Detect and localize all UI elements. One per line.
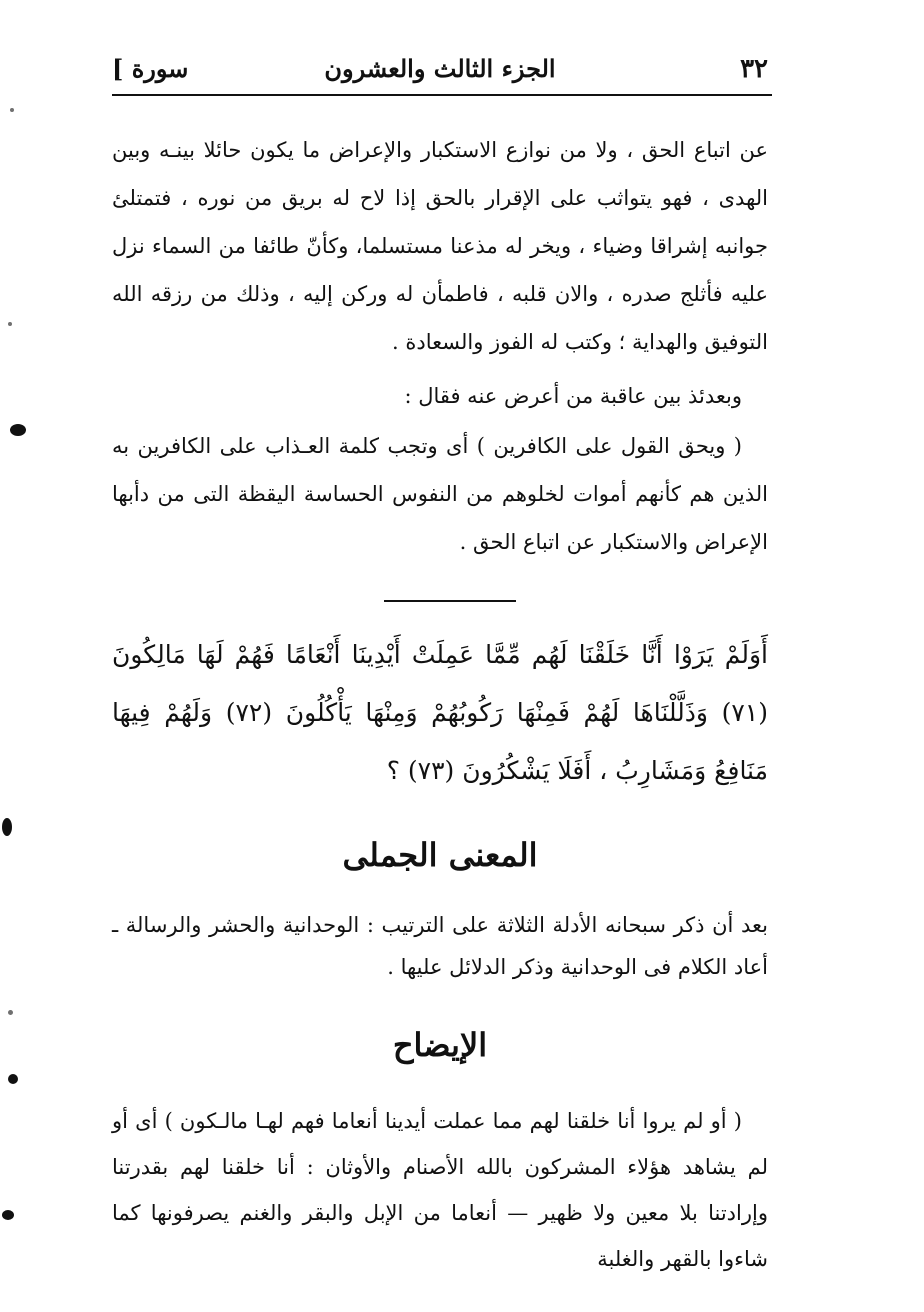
scan-speck: [8, 1074, 18, 1084]
part-title: الجزء الثالث والعشرون: [324, 54, 556, 83]
paragraph-text: بعد أن ذكر سبحانه الأدلة الثلاثة على الترتيب : الوحدانية والحشر والرسالة ـ أعاد الكلام فى الوحدانية وذكر الدلائل عليها .: [112, 913, 768, 979]
scan-speck: [2, 818, 12, 836]
paragraph-transition: [112, 372, 768, 420]
paragraph-text: ( ويحق القول على الكافرين ) أى وتجب كلمة العـذاب على الكافرين به الذين هم كأنهم أموات لخلوهم من النفوس الحساسة اليقظة التى من دأبها الإعراض والاستكبار عن اتباع الحق .: [112, 434, 768, 554]
section-heading-explanation: الإيضاح: [392, 1026, 488, 1064]
paragraph-text: ( أو لم يروا أنا خلقنا لهم مما عملت أيدينا أنعاما فهم لهـا مالـكون ) أى أو لم يشاهد هؤلاء المشركون بالله الأصنام والأوثان : أنا خلقنا لهم بقدرتنا وإرادتنا بلا معين ولا ظهير — أنعاما من الإبل والبقر والغنم يصرفونها كما شاءوا بالقهر والغلبة: [112, 1109, 768, 1271]
paragraph-commentary: [112, 422, 768, 566]
quran-verse-block: [112, 626, 768, 800]
quran-verse: أَوَلَمْ يَرَوْا أَنَّا خَلَقْنَا لَهُم مِّمَّا عَمِلَتْ أَيْدِينَا أَنْعَامًا فَهُمْ لَهَا مَالِكُونَ (٧١) وَذَلَّلْنَاهَا لَهُمْ فَمِنْهَا رَكُوبُهُمْ وَمِنْهَا يَأْكُلُونَ (٧٢) وَلَهُمْ فِيهَا مَنَافِعُ وَمَشَارِبُ ، أَفَلَا يَشْكُرُونَ (٧٣) ؟: [112, 640, 768, 785]
paragraph-continuation: [112, 126, 768, 366]
scan-speck: [2, 1210, 14, 1220]
scan-speck: [8, 322, 12, 326]
paragraph-text: عن اتباع الحق ، ولا من نوازع الاستكبار والإعراض ما يكون حائلا بينـه وبين الهدى ، فهو يتواثب على الإقرار بالحق إذا لاح له بريق من نوره ، فتمتلئ جوانبه إشراقا وضياء ، ويخر له مذعنا مستسلما، وكأنّ طائفا من السماء نزل عليه فأثلج صدره ، والان قلبه ، فاطمأن له وركن إليه ، وذلك من رزقه الله التوفيق والهداية ؛ وكتب له الفوز والسعادة .: [112, 138, 768, 354]
scan-speck: [10, 424, 26, 436]
header-rule: [112, 94, 772, 96]
surah-label: سورة ]: [112, 54, 189, 83]
paragraph-text: وبعدئذ بين عاقبة من أعرض عنه فقال :: [404, 384, 742, 408]
running-header: [112, 48, 768, 92]
page-number: ٣٢: [740, 54, 768, 84]
scan-speck: [8, 1010, 13, 1015]
scan-speck: [10, 108, 14, 112]
section-divider: [384, 600, 516, 602]
paragraph-explanation: [112, 1098, 768, 1282]
section-heading-summary: المعنى الجملى: [342, 836, 538, 874]
paragraph-summary: [112, 904, 768, 988]
